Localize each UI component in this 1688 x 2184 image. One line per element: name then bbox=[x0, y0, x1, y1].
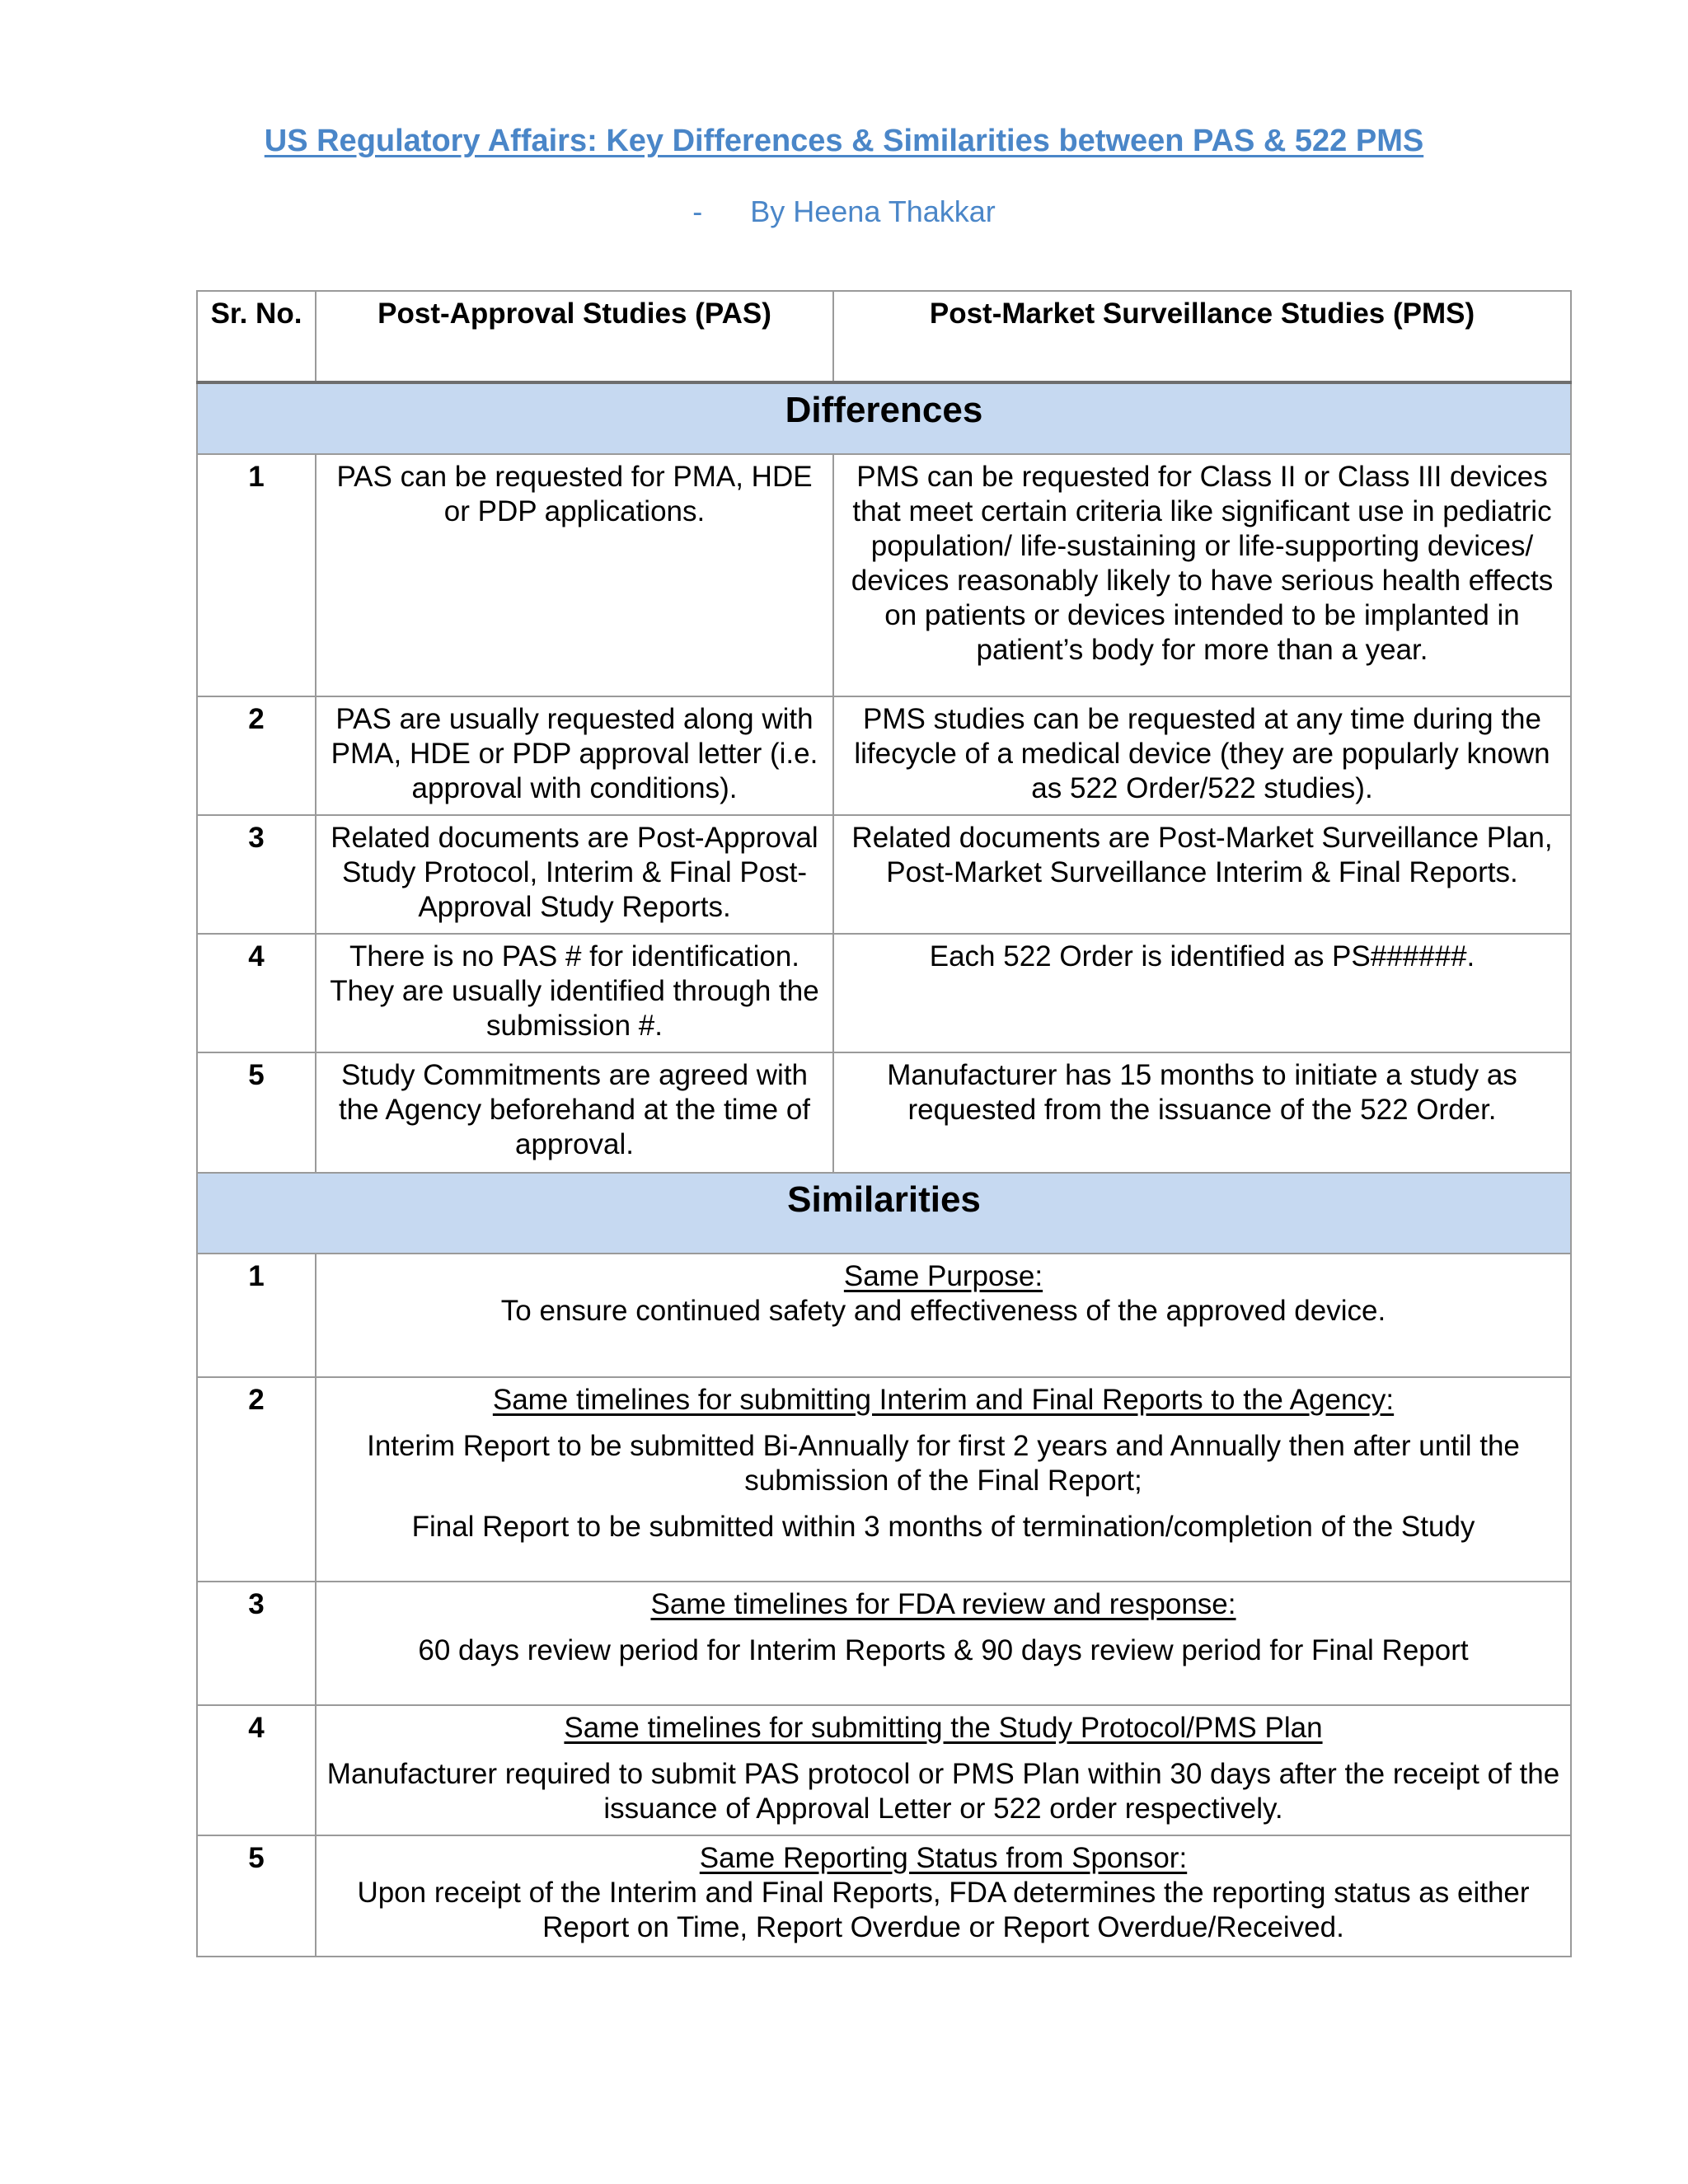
table-row bbox=[197, 696, 1571, 815]
pas-cell: Related documents are Post-Approval Study Protocol, Interim & Final Post-Approval Study Reports. bbox=[316, 815, 833, 934]
similarity-body: 60 days review period for Interim Reports & 90 days review period for Final Report bbox=[418, 1634, 1469, 1666]
row-number: 4 bbox=[197, 1705, 316, 1835]
pas-cell: PAS can be requested for PMA, HDE or PDP applications. bbox=[316, 454, 833, 696]
similarity-heading: Same timelines for FDA review and response: bbox=[650, 1588, 1236, 1620]
similarity-heading: Same timelines for submitting the Study Protocol/PMS Plan bbox=[564, 1712, 1323, 1744]
table-row bbox=[197, 815, 1571, 934]
header-row bbox=[197, 291, 1571, 382]
similarity-cell bbox=[316, 1377, 1571, 1582]
row-number: 4 bbox=[197, 934, 316, 1052]
table-row bbox=[197, 1582, 1571, 1705]
comparison-table bbox=[196, 290, 1572, 1957]
similarity-heading: Same Reporting Status from Sponsor: bbox=[699, 1842, 1188, 1874]
row-number: 2 bbox=[197, 1377, 316, 1582]
similarities-heading: Similarities bbox=[197, 1173, 1571, 1254]
table-row bbox=[197, 1052, 1571, 1173]
header-pas: Post-Approval Studies (PAS) bbox=[316, 291, 833, 382]
similarity-heading: Same Purpose: bbox=[843, 1260, 1043, 1292]
pas-cell: Study Commitments are agreed with the Agency beforehand at the time of approval. bbox=[316, 1052, 833, 1173]
header-sr-no: Sr. No. bbox=[197, 291, 316, 382]
row-number: 5 bbox=[197, 1835, 316, 1957]
row-number: 3 bbox=[197, 1582, 316, 1705]
table-row bbox=[197, 1377, 1571, 1582]
table-row bbox=[197, 1835, 1571, 1957]
byline bbox=[0, 194, 1688, 229]
row-number: 3 bbox=[197, 815, 316, 934]
similarity-body: Upon receipt of the Interim and Final Reports, FDA determines the reporting status as either Report on Time, Report Overdue or Report Overdue/Received. bbox=[357, 1877, 1530, 1943]
pms-cell: PMS can be requested for Class II or Class III devices that meet certain criteria like significant use in pediatric population/ life-sustaining or life-supporting devices/ devices reasonably likely to have serious health effects on patients or devices intended to be implanted in patient’s body for more than a year. bbox=[833, 454, 1571, 696]
pas-cell: PAS are usually requested along with PMA, HDE or PDP approval letter (i.e. approval with conditions). bbox=[316, 696, 833, 815]
row-number: 5 bbox=[197, 1052, 316, 1173]
similarity-cell bbox=[316, 1705, 1571, 1835]
row-number: 2 bbox=[197, 696, 316, 815]
similarity-body: Interim Report to be submitted Bi-Annually for first 2 years and Annually then after until the submission of the Final Report; bbox=[367, 1430, 1520, 1497]
pms-cell: Manufacturer has 15 months to initiate a study as requested from the issuance of the 522 Order. bbox=[833, 1052, 1571, 1173]
similarity-cell bbox=[316, 1835, 1571, 1957]
byline-author: By Heena Thakkar bbox=[750, 194, 996, 228]
pms-cell: PMS studies can be requested at any time during the lifecycle of a medical device (they are popularly known as 522 Order/522 studies). bbox=[833, 696, 1571, 815]
similarity-body-2: Final Report to be submitted within 3 months of termination/completion of the Study bbox=[411, 1511, 1475, 1543]
similarity-body: Manufacturer required to submit PAS protocol or PMS Plan within 30 days after the receipt of the issuance of Approval Letter or 522 order respectively. bbox=[326, 1758, 1560, 1825]
similarity-heading: Same timelines for submitting Interim and Final Reports to the Agency: bbox=[492, 1384, 1395, 1416]
table-row bbox=[197, 1254, 1571, 1377]
similarity-cell bbox=[316, 1254, 1571, 1377]
differences-heading: Differences bbox=[197, 382, 1571, 454]
table-row bbox=[197, 934, 1571, 1052]
similarities-section-row bbox=[197, 1173, 1571, 1254]
pms-cell: Related documents are Post-Market Surveillance Plan, Post-Market Surveillance Interim & Final Reports. bbox=[833, 815, 1571, 934]
differences-section-row bbox=[197, 382, 1571, 454]
document-title: US Regulatory Affairs: Key Differences & Similarities between PAS & 522 PMS bbox=[264, 124, 1424, 158]
pms-cell: Each 522 Order is identified as PS######. bbox=[833, 934, 1571, 1052]
pas-cell: There is no PAS # for identification. They are usually identified through the submission #. bbox=[316, 934, 833, 1052]
byline-dash: - bbox=[692, 194, 703, 228]
similarity-body: To ensure continued safety and effectiveness of the approved device. bbox=[500, 1295, 1386, 1327]
similarity-cell bbox=[316, 1582, 1571, 1705]
table-row bbox=[197, 1705, 1571, 1835]
row-number: 1 bbox=[197, 1254, 316, 1377]
row-number: 1 bbox=[197, 454, 316, 696]
table-row bbox=[197, 454, 1571, 696]
header-pms: Post-Market Surveillance Studies (PMS) bbox=[833, 291, 1571, 382]
